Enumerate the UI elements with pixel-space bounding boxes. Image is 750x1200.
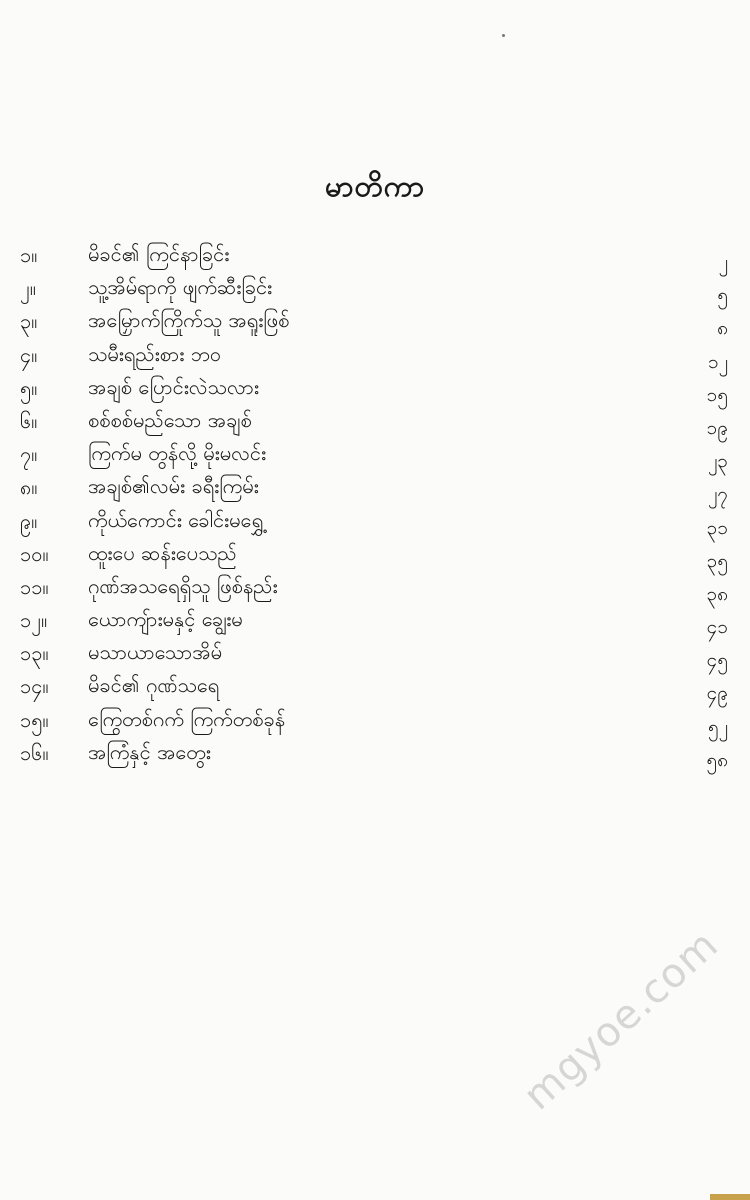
toc-row bbox=[0, 669, 750, 705]
toc-number: ၉။ bbox=[20, 508, 38, 533]
toc-page-number: ၂၃ bbox=[707, 450, 728, 473]
toc-page-number: ၄၉ bbox=[706, 682, 728, 705]
toc-number: ၁၅။ bbox=[20, 707, 49, 732]
toc-title: ကြက်မ တွန်လို့ မိုးမလင်း bbox=[88, 441, 267, 466]
toc-row bbox=[0, 636, 750, 672]
table-of-contents bbox=[0, 238, 750, 769]
toc-title: ကိုယ်ကောင်း ခေါင်းမရွှေ့ bbox=[88, 507, 264, 532]
toc-title: မသာယာသောအိမ် bbox=[88, 640, 223, 665]
toc-page-number: ၁၂ bbox=[707, 350, 728, 373]
toc-title: အချစ်၏လမ်း ခရီးကြမ်း bbox=[88, 474, 259, 499]
toc-number: ၃။ bbox=[20, 309, 38, 334]
toc-title: ကြွေတစ်ဂက် ကြက်တစ်ခုန် bbox=[88, 706, 286, 731]
toc-number: ၅။ bbox=[20, 375, 38, 400]
toc-number: ၇။ bbox=[20, 442, 38, 467]
toc-page-number: ၅၂ bbox=[707, 715, 728, 738]
toc-title: အကြံနှင့် အတွေး bbox=[88, 739, 211, 764]
toc-number: ၈။ bbox=[20, 475, 38, 500]
toc-page-number: ၅၈ bbox=[706, 748, 728, 771]
toc-row bbox=[0, 603, 750, 639]
page-corner-edge bbox=[710, 1194, 750, 1200]
toc-title: သူ့အိမ်ရာကို ဖျက်ဆီးခြင်း bbox=[88, 275, 273, 300]
toc-row bbox=[0, 338, 750, 371]
toc-number: ၆။ bbox=[20, 408, 38, 433]
toc-number: ၁၂။ bbox=[20, 608, 48, 633]
toc-number: ၁၀။ bbox=[20, 541, 49, 566]
toc-page-number: ၃၅ bbox=[706, 549, 728, 572]
toc-number: ၁၄။ bbox=[20, 674, 49, 699]
page-title: မာတိကာ bbox=[324, 169, 426, 203]
toc-row bbox=[0, 271, 750, 307]
site-watermark: mgyoe.com bbox=[515, 921, 728, 1120]
toc-number: ၂။ bbox=[20, 276, 36, 301]
toc-page-number: ၂ bbox=[718, 251, 728, 273]
toc-page-number: ၄၁ bbox=[706, 616, 728, 639]
toc-row bbox=[0, 437, 750, 473]
toc-row bbox=[0, 304, 750, 340]
toc-title: မိခင်၏ ဂုဏ်သရေ bbox=[88, 673, 220, 698]
toc-row bbox=[0, 537, 750, 570]
toc-title: ဂုဏ်အသရေရှိသူ ဖြစ်နည်း bbox=[88, 573, 278, 598]
toc-page-number: ၃၁ bbox=[706, 516, 728, 539]
toc-row bbox=[0, 703, 750, 736]
toc-row bbox=[0, 736, 750, 769]
toc-title: အချစ် ပြောင်းလဲသလား bbox=[88, 374, 259, 399]
toc-row bbox=[0, 570, 750, 603]
toc-number: ၁။ bbox=[20, 243, 38, 267]
toc-title: မိခင်၏ ကြင်နာခြင်း bbox=[88, 242, 230, 266]
toc-title: ယောကျ်ားမနှင့် ချွေးမ bbox=[88, 607, 243, 632]
toc-number: ၁၃။ bbox=[20, 641, 49, 666]
toc-title: ထူးပေ ဆန်းပေသည် bbox=[88, 540, 237, 565]
toc-title: အမြှောက်ကြိုက်သူ အရူးဖြစ် bbox=[88, 308, 290, 333]
toc-page-number: ၅ bbox=[717, 284, 728, 307]
toc-number: ၄။ bbox=[20, 342, 38, 367]
toc-page-number: ၈ bbox=[717, 317, 728, 340]
toc-row bbox=[0, 371, 750, 404]
toc-row bbox=[0, 504, 750, 537]
toc-page-number: ၁၉ bbox=[706, 416, 728, 439]
toc-row bbox=[0, 470, 750, 506]
toc-number: ၁၆။ bbox=[20, 740, 49, 765]
toc-page-number: ၂၇ bbox=[707, 483, 728, 506]
toc-row bbox=[0, 238, 750, 271]
toc-title: သမီးရည်းစား ဘဝ bbox=[88, 341, 222, 366]
toc-row bbox=[0, 404, 750, 437]
toc-number: ၁၁။ bbox=[20, 574, 49, 599]
toc-page-number: ၃၈ bbox=[706, 582, 728, 605]
toc-page-number: ၄၅ bbox=[706, 649, 728, 672]
page-speck bbox=[502, 34, 505, 37]
toc-page-number: ၁၅ bbox=[706, 383, 728, 406]
toc-title: စစ်စစ်မည်သော အချစ် bbox=[88, 407, 252, 432]
